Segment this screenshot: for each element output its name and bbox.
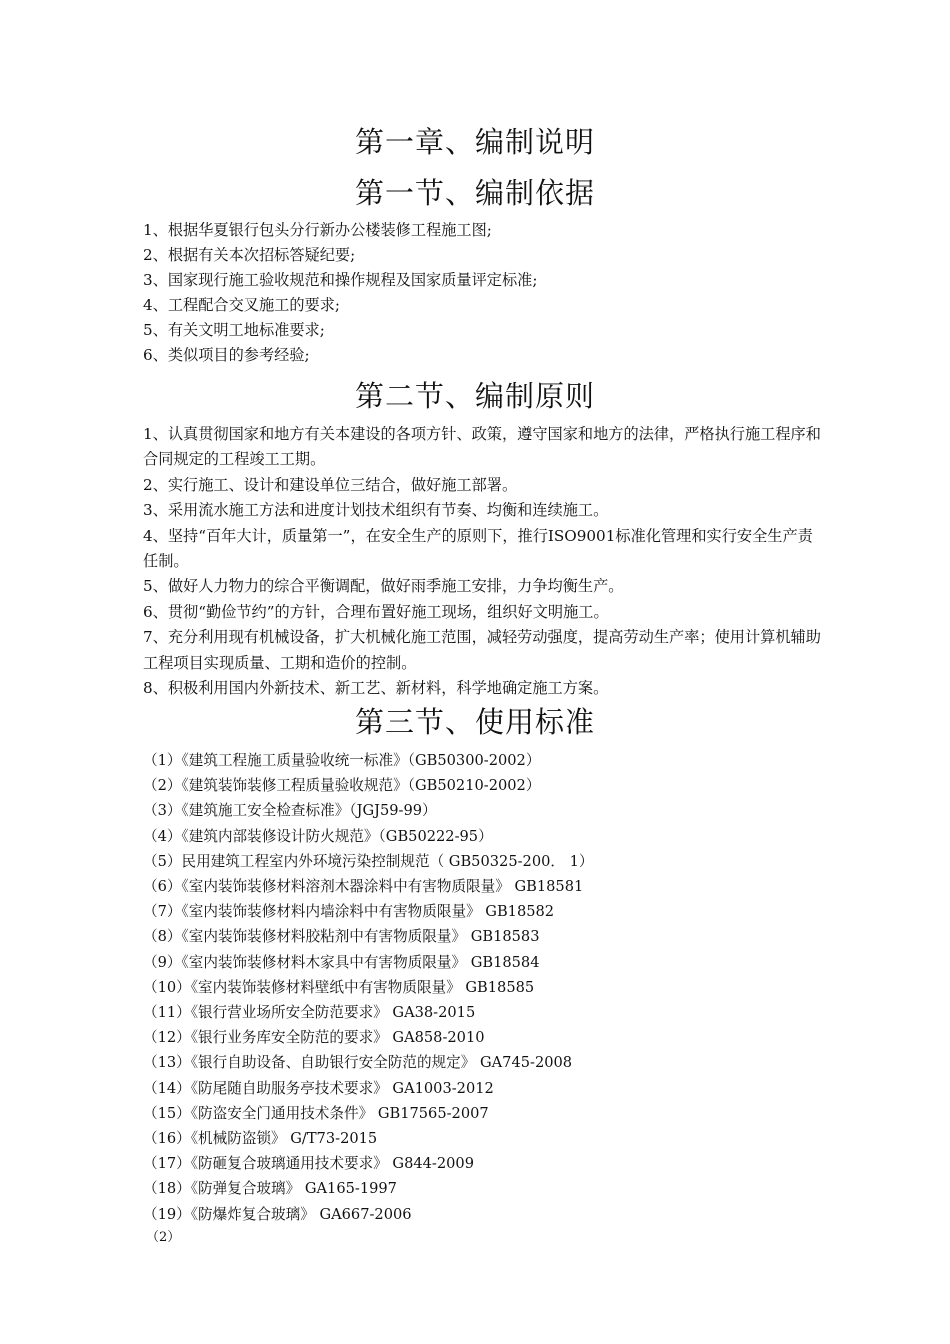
principle-item: 3、采用流水施工方法和进度计划技术组织有节奏、均衡和连续施工。 <box>143 501 609 520</box>
principle-item: 7、充分利用现有机械设备，扩大机械化施工范围，减轻劳动强度，提高劳动生产率；使用计算机辅助工程项目实现质量、工期和造价的控制。 <box>143 628 821 672</box>
standard-item: （8）《室内装饰装修材料胶粘剂中有害物质限量》 GB18583 <box>143 928 540 946</box>
standard-item: （13）《银行自助设备、自助银行安全防范的规定》 GA745-2008 <box>143 1054 573 1072</box>
principle-item: 6、贯彻“勤俭节约”的方针，合理布置好施工现场，组织好文明施工。 <box>143 602 609 621</box>
standard-item: （2）《建筑装饰装修工程质量验收规范》（GB50210-2002） <box>143 777 541 795</box>
principle-item: 1、认真贯彻国家和地方有关本建设的各项方针、政策，遵守国家和地方的法律，严格执行施工程序和合同规定的工程竣工工期。 <box>143 425 821 469</box>
standard-item: （15）《防盗安全门通用技术条件》 GB17565-2007 <box>143 1104 489 1122</box>
standards-list <box>143 748 823 1227</box>
standard-item: （5）民用建筑工程室内外环境污染控制规范（ GB50325-200． 1） <box>143 852 594 870</box>
basis-item: 1、根据华夏银行包头分行新办公楼装修工程施工图; <box>143 221 492 239</box>
basis-item: 2、根据有关本次招标答疑纪要; <box>143 246 356 264</box>
principle-item: 8、积极利用国内外新技术、新工艺、新材料，科学地确定施工方案。 <box>143 679 609 698</box>
basis-item: 6、类似项目的参考经验; <box>143 346 310 364</box>
standard-item: （1）《建筑工程施工质量验收统一标准》（GB50300-2002） <box>143 752 541 769</box>
principle-item: 2、实行施工、设计和建设单位三结合，做好施工部署。 <box>143 475 518 494</box>
standard-item: （18）《防弹复合玻璃》 GA165-1997 <box>143 1180 397 1198</box>
section-title-principles: 第二节、编制原则 <box>354 379 595 413</box>
standard-item: （12）《银行业务库安全防范的要求》 GA858-2010 <box>143 1029 485 1047</box>
standard-item: （7）《室内装饰装修材料内墙涂料中有害物质限量》 GB18582 <box>143 903 555 921</box>
standard-item: （14）《防尾随自助服务亭技术要求》 GA1003-2012 <box>143 1079 494 1097</box>
basis-list <box>143 218 823 368</box>
standard-item: （16）《机械防盗锁》 G/T73-2015 <box>143 1130 378 1148</box>
principles-list <box>143 422 823 701</box>
standard-item: （6）《室内装饰装修材料溶剂木器涂料中有害物质限量》 GB18581 <box>143 878 584 896</box>
standard-item: （11）《银行营业场所安全防范要求》 GA38-2015 <box>143 1004 476 1022</box>
standard-item: （17）《防砸复合玻璃通用技术要求》 G844-2009 <box>143 1155 474 1173</box>
basis-item: 4、工程配合交叉施工的要求; <box>143 296 341 314</box>
standard-item: （3）《建筑施工安全检查标准》（JGJ59-99） <box>143 802 437 820</box>
principle-item: 5、做好人力物力的综合平衡调配，做好雨季施工安排，力争均衡生产。 <box>143 577 624 596</box>
basis-item: 3、国家现行施工验收规范和操作规程及国家质量评定标准; <box>143 271 538 289</box>
page-footer-number: （2） <box>146 1230 181 1245</box>
basis-item: 5、有关文明工地标准要求; <box>143 321 325 339</box>
section-title-basis: 第一节、编制依据 <box>354 176 595 210</box>
chapter-title: 第一章、编制说明 <box>354 125 595 159</box>
principle-item: 4、坚持“百年大计，质量第一”，在安全生产的原则下，推行ISO9001标准化管理和实行安全生产责任制。 <box>143 526 813 571</box>
standard-item: （4）《建筑内部装修设计防火规范》（GB50222-95） <box>143 827 493 845</box>
standard-item: （19）《防爆炸复合玻璃》 GA667-2006 <box>143 1205 412 1223</box>
standard-item: （10）《室内装饰装修材料壁纸中有害物质限量》 GB18585 <box>143 978 535 996</box>
standard-item: （9）《室内装饰装修材料木家具中有害物质限量》 GB18584 <box>143 953 540 971</box>
section-title-standards: 第三节、使用标准 <box>354 705 595 739</box>
